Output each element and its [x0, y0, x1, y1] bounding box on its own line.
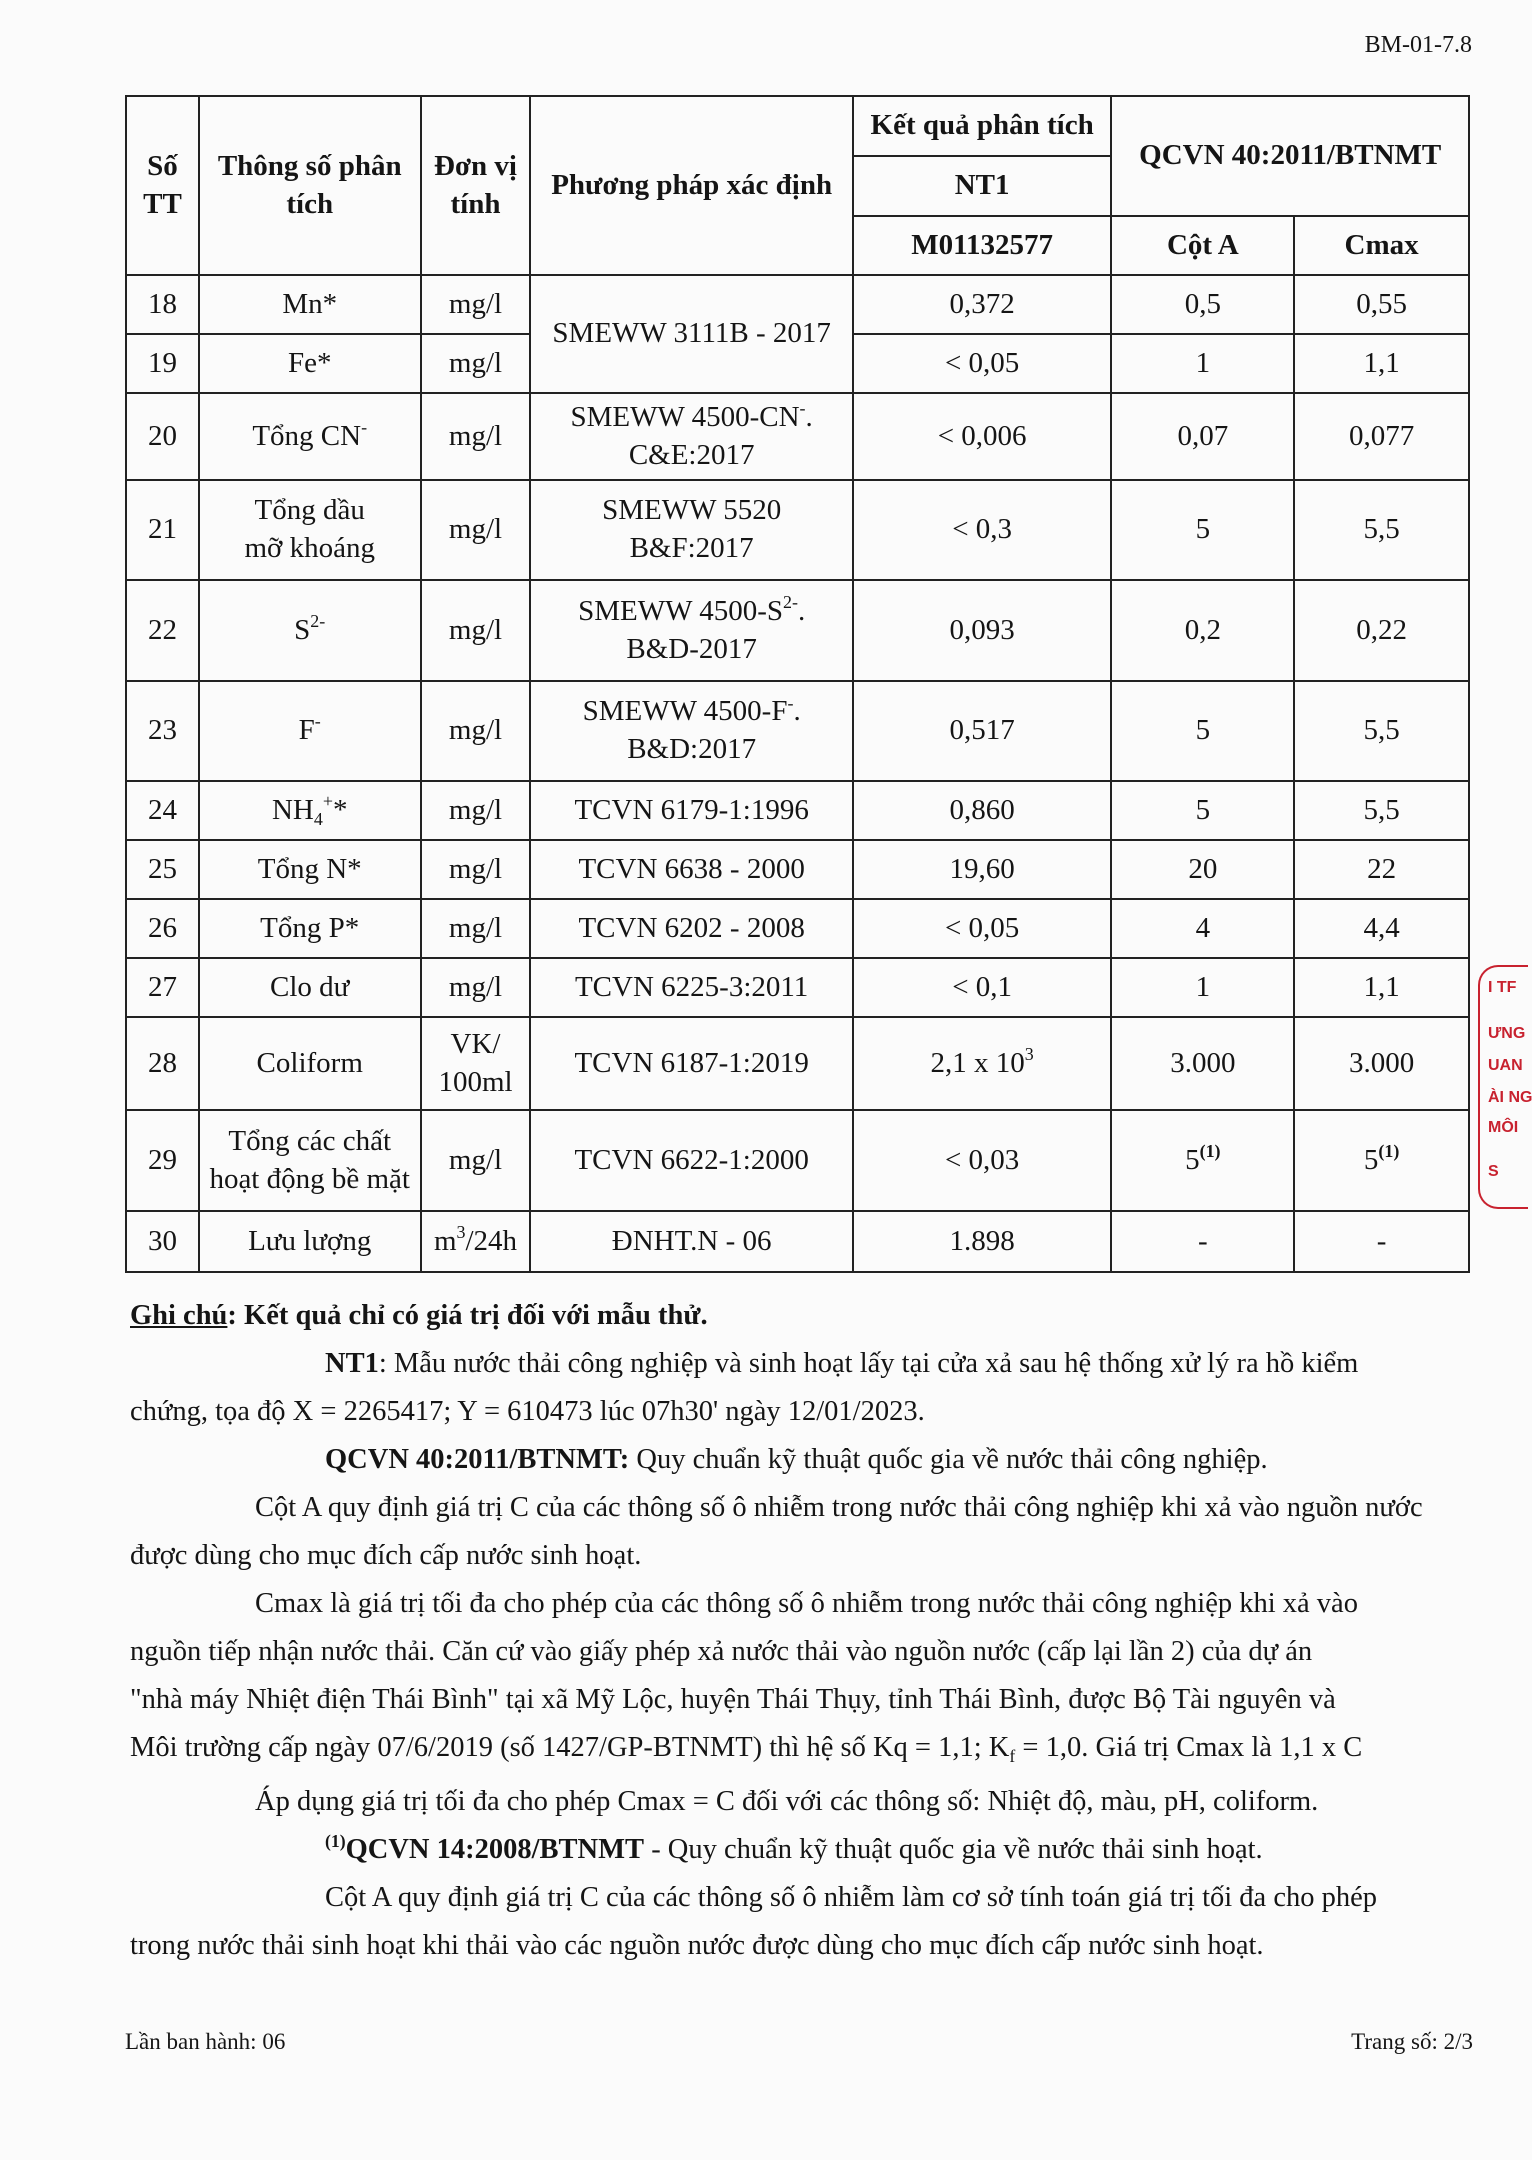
cell-unit: mg/l — [421, 580, 531, 681]
cell-result: 19,60 — [853, 840, 1112, 899]
cell-cot-a: 0,07 — [1111, 393, 1294, 480]
cell-stt: 29 — [126, 1110, 199, 1211]
cell-method: SMEWW 5520 B&F:2017 — [530, 480, 852, 580]
note-cmax-4: Môi trường cấp ngày 07/6/2019 (số 1427/GP-BTNMT) thì hệ số Kq = 1,1; $K_f = 1,0$. Giá trị Cmax là 1,1 x C — [130, 1732, 1363, 1767]
cell-cmax: 5,5 — [1294, 480, 1469, 580]
cell-stt: 21 — [126, 480, 199, 580]
cell-parameter: Tổng CN- — [199, 393, 421, 480]
cell-unit: $m^3/24h$ — [421, 1211, 531, 1272]
cell-cmax: 1,1 — [1294, 334, 1469, 393]
document-code: BM-01-7.8 — [1364, 32, 1472, 58]
header-unit: Đơn vị tính — [421, 96, 531, 275]
table-row — [126, 1211, 1469, 1272]
table-row — [126, 1110, 1469, 1211]
cell-method: SMEWW $4500-S^{2-}$. B&D-2017 — [530, 580, 852, 681]
table-row — [126, 840, 1469, 899]
note-cmax-2: nguồn tiếp nhận nước thải. Căn cứ vào giấy phép xả nước thải vào nguồn nước (cấp lại lần 2) của dự án — [130, 1636, 1313, 1667]
cell-result: < 0,1 — [853, 958, 1112, 1017]
cell-method: TCVN 6179-1:1996 — [530, 781, 852, 840]
cell-stt: 19 — [126, 334, 199, 393]
table-row — [126, 681, 1469, 781]
cell-result: < 0,05 — [853, 334, 1112, 393]
header-method: Phương pháp xác định — [530, 96, 852, 275]
cell-parameter: Coliform — [199, 1017, 421, 1110]
cell-cmax: 0,077 — [1294, 393, 1469, 480]
header-stt: Số TT — [126, 96, 199, 275]
cell-stt: 27 — [126, 958, 199, 1017]
note-nt1-cont: chứng, tọa độ X = 2265417; Y = 610473 lúc 07h30' ngày 12/01/2023. — [130, 1396, 925, 1427]
cell-cot-a: 20 — [1111, 840, 1294, 899]
header-result: Kết quả phân tích — [853, 96, 1112, 156]
header-nt1: NT1 — [853, 156, 1112, 216]
header-qcvn: QCVN 40:2011/BTNMT — [1111, 96, 1469, 216]
cell-stt: 25 — [126, 840, 199, 899]
cell-parameter: $NH_4^+*$ — [199, 781, 421, 840]
table-row — [126, 899, 1469, 958]
table-row — [126, 275, 1469, 334]
table-row — [126, 781, 1469, 840]
cell-parameter: Tổng dầu mỡ khoáng — [199, 480, 421, 580]
cell-method: SMEWW 4500-CN-. C&E:2017 — [530, 393, 852, 480]
cell-unit: mg/l — [421, 275, 531, 334]
cell-stt: 20 — [126, 393, 199, 480]
cell-method: TCVN 6225-3:2011 — [530, 958, 852, 1017]
cell-parameter: Mn* — [199, 275, 421, 334]
cell-parameter: Tổng các chất hoạt động bề mặt — [199, 1110, 421, 1211]
cell-cot-a: 5 — [1111, 480, 1294, 580]
cell-result: < 0,006 — [853, 393, 1112, 480]
note-ghi-chu: Ghi chú: Kết quả chỉ có giá trị đối với mẫu thử. — [130, 1300, 708, 1331]
cell-cmax: - — [1294, 1211, 1469, 1272]
note-ap-dung: Áp dụng giá trị tối đa cho phép Cmax = C đối với các thông số: Nhiệt độ, màu, pH, coliform. — [255, 1786, 1319, 1817]
note-cot-a-2: Cột A quy định giá trị C của các thông số ô nhiễm làm cơ sở tính toán giá trị tối đa cho phép — [325, 1882, 1378, 1913]
cell-method: SMEWW 3111B - 2017 — [530, 275, 852, 393]
cell-stt: 24 — [126, 781, 199, 840]
stamp-seal: I TF ƯNG UAN ÀI NG MÔI S — [1478, 965, 1528, 1209]
header-cmax: Cmax — [1294, 216, 1469, 275]
cell-unit: mg/l — [421, 393, 531, 480]
cell-result: 0,860 — [853, 781, 1112, 840]
cell-parameter: Clo dư — [199, 958, 421, 1017]
cell-stt: 22 — [126, 580, 199, 681]
footer-issue: Lần ban hành: 06 — [125, 2029, 286, 2054]
note-cmax-3: "nhà máy Nhiệt điện Thái Bình" tại xã Mỹ Lộc, huyện Thái Thụy, tỉnh Thái Bình, được Bộ Tài nguyên và — [130, 1684, 1336, 1715]
cell-cot-a: 4 — [1111, 899, 1294, 958]
table-row — [126, 958, 1469, 1017]
cell-stt: 26 — [126, 899, 199, 958]
cell-cmax: 0,22 — [1294, 580, 1469, 681]
note-cot-a-cont: được dùng cho mục đích cấp nước sinh hoạt. — [130, 1540, 642, 1571]
cell-cmax: 5$^{(1)}$ — [1294, 1110, 1469, 1211]
cell-parameter: Lưu lượng — [199, 1211, 421, 1272]
cell-unit: mg/l — [421, 1110, 531, 1211]
cell-cmax: 1,1 — [1294, 958, 1469, 1017]
cell-cot-a: 3.000 — [1111, 1017, 1294, 1110]
cell-cmax: 5,5 — [1294, 781, 1469, 840]
cell-cot-a: 1 — [1111, 334, 1294, 393]
cell-parameter: Tổng N* — [199, 840, 421, 899]
cell-method: TCVN 6638 - 2000 — [530, 840, 852, 899]
cell-method: TCVN 6187-1:2019 — [530, 1017, 852, 1110]
cell-cot-a: 5$^{(1)}$ — [1111, 1110, 1294, 1211]
note-qcvn14: $^{(1)}$QCVN 14:2008/BTNMT - Quy chuẩn kỹ thuật quốc gia về nước thải sinh hoạt. — [325, 1830, 1263, 1865]
cell-method: ĐNHT.N - 06 — [530, 1211, 852, 1272]
cell-cot-a: 5 — [1111, 681, 1294, 781]
cell-unit: mg/l — [421, 781, 531, 840]
cell-result: 2,1 x $10^3$ — [853, 1017, 1112, 1110]
cell-stt: 28 — [126, 1017, 199, 1110]
cell-parameter: F- — [199, 681, 421, 781]
table-row — [126, 1017, 1469, 1110]
cell-unit: mg/l — [421, 681, 531, 781]
footer-page-number: Trang số: 2/3 — [1351, 2029, 1473, 2054]
cell-unit: mg/l — [421, 958, 531, 1017]
cell-parameter: Fe* — [199, 334, 421, 393]
header-sample-code: M01132577 — [853, 216, 1112, 275]
cell-unit: VK/ 100ml — [421, 1017, 531, 1110]
cell-parameter: Tổng P* — [199, 899, 421, 958]
notes-section — [130, 1292, 1475, 1970]
cell-cmax: 22 — [1294, 840, 1469, 899]
cell-result: 1.898 — [853, 1211, 1112, 1272]
cell-result: 0,517 — [853, 681, 1112, 781]
table-row — [126, 580, 1469, 681]
cell-result: < 0,05 — [853, 899, 1112, 958]
note-cmax: Cmax là giá trị tối đa cho phép của các thông số ô nhiễm trong nước thải công nghiệp khi xả vào — [255, 1588, 1358, 1619]
cell-cot-a: 1 — [1111, 958, 1294, 1017]
note-cot-a-2-cont: trong nước thải sinh hoạt khi thải vào các nguồn nước được dùng cho mục đích cấp nước sinh hoạt. — [130, 1930, 1264, 1961]
cell-stt: 18 — [126, 275, 199, 334]
cell-cot-a: 0,5 — [1111, 275, 1294, 334]
results-table — [125, 95, 1470, 1273]
note-qcvn40: QCVN 40:2011/BTNMT: Quy chuẩn kỹ thuật quốc gia về nước thải công nghiệp. — [325, 1444, 1268, 1475]
cell-result: < 0,3 — [853, 480, 1112, 580]
cell-result: < 0,03 — [853, 1110, 1112, 1211]
cell-cot-a: 0,2 — [1111, 580, 1294, 681]
table-row — [126, 393, 1469, 480]
cell-unit: mg/l — [421, 840, 531, 899]
cell-parameter: $S^{2-}$ — [199, 580, 421, 681]
cell-cot-a: - — [1111, 1211, 1294, 1272]
cell-result: 0,372 — [853, 275, 1112, 334]
cell-unit: mg/l — [421, 334, 531, 393]
note-nt1: NT1: Mẫu nước thải công nghiệp và sinh hoạt lấy tại cửa xả sau hệ thống xử lý ra hồ kiểm — [325, 1348, 1359, 1379]
cell-stt: 30 — [126, 1211, 199, 1272]
cell-unit: mg/l — [421, 480, 531, 580]
header-cot-a: Cột A — [1111, 216, 1294, 275]
table-row — [126, 480, 1469, 580]
cell-method: TCVN 6622-1:2000 — [530, 1110, 852, 1211]
note-cot-a: Cột A quy định giá trị C của các thông số ô nhiễm trong nước thải công nghiệp khi xả vào nguồn nước — [255, 1492, 1423, 1523]
cell-result: 0,093 — [853, 580, 1112, 681]
cell-stt: 23 — [126, 681, 199, 781]
cell-method: TCVN 6202 - 2008 — [530, 899, 852, 958]
cell-cmax: 5,5 — [1294, 681, 1469, 781]
cell-cmax: 3.000 — [1294, 1017, 1469, 1110]
cell-cmax: 4,4 — [1294, 899, 1469, 958]
cell-cot-a: 5 — [1111, 781, 1294, 840]
cell-method: SMEWW 4500-F-. B&D:2017 — [530, 681, 852, 781]
header-parameter: Thông số phân tích — [199, 96, 421, 275]
cell-unit: mg/l — [421, 899, 531, 958]
cell-cmax: 0,55 — [1294, 275, 1469, 334]
